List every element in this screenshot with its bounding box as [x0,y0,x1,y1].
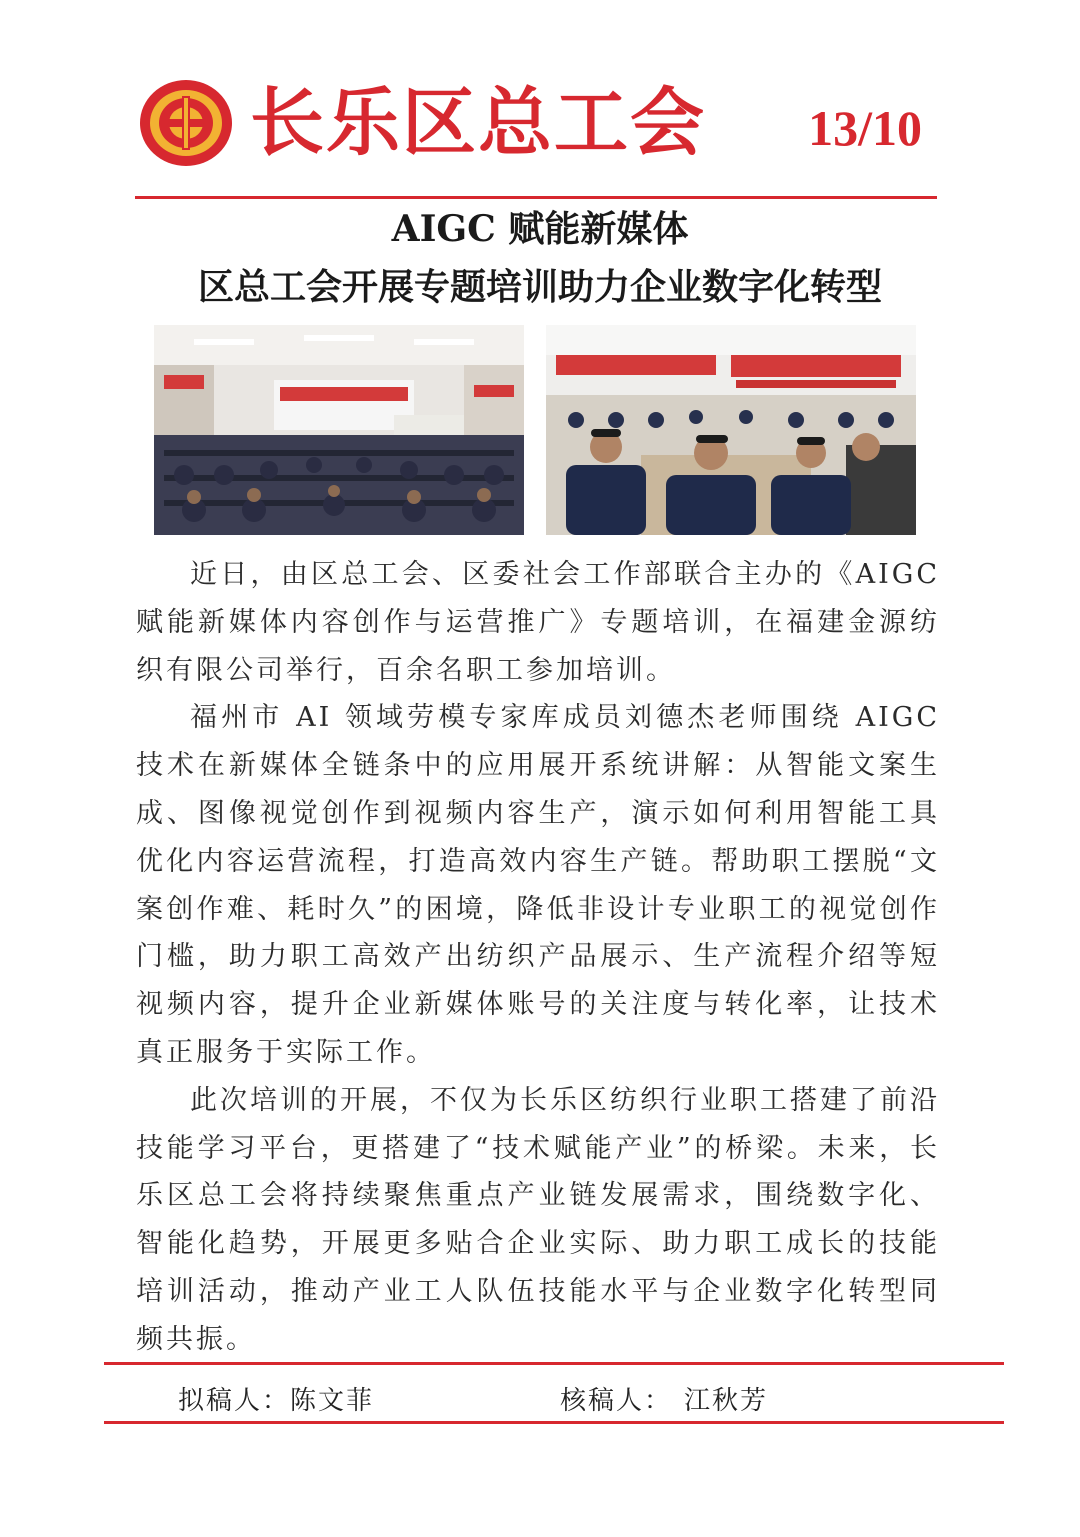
article-paragraph-1: 近日，由区总工会、区委社会工作部联合主办的《AIGC 赋能新媒体内容创作与运营推广》专题培训，在福建金源纺织有限公司举行，百余名职工参加培训。 [136,559,940,686]
article-body [136,551,940,1364]
drafter-credit [178,1383,374,1419]
reviewer-label: 核稿人： [560,1386,673,1416]
footer-divider-top [104,1362,1004,1365]
reviewer-name: 江秋芳 [684,1386,769,1416]
trainees-seated-photo [546,325,916,535]
footer-divider-bottom [104,1421,1004,1424]
drafter-name: 陈文菲 [290,1386,375,1416]
issue-number: 13/10 [808,100,922,156]
article-title-line2: 区总工会开展专题培训助力企业数字化转型 [197,266,882,308]
training-hall-photo [154,325,524,535]
article-paragraph-2: 福州市 AI 领域劳模专家库成员刘德杰老师围绕 AIGC 技术在新媒体全链条中的应用展开系统讲解：从智能文案生成、图像视觉创作到视频内容生产，演示如何利用智能工具优化内容运营流程，打造高效内容生产链。帮助职工摆脱“文案创作难、耗时久”的困境，降低非设计专业职工的视觉创作门槛，助力职工高效产出纺织产品展示、生产流程介绍等短视频内容，提升企业新媒体账号的关注度与转化率，让技术真正服务于实际工作。 [136,702,940,1068]
reviewer-credit [560,1383,768,1419]
union-emblem-icon [138,78,234,168]
organization-name: 长乐区总工会 [250,80,706,166]
header-divider [135,196,937,199]
drafter-label: 拟稿人： [178,1386,291,1416]
article-paragraph-3: 此次培训的开展，不仅为长乐区纺织行业职工搭建了前沿技能学习平台，更搭建了“技术赋能产业”的桥梁。未来，长乐区总工会将持续聚焦重点产业链发展需求，围绕数字化、智能化趋势，开展更多贴合企业实际、助力职工成长的技能培训活动，推动产业工人队伍技能水平与企业数字化转型同频共振。 [136,1084,940,1355]
article-title-line1: AIGC 赋能新媒体 [391,208,689,250]
